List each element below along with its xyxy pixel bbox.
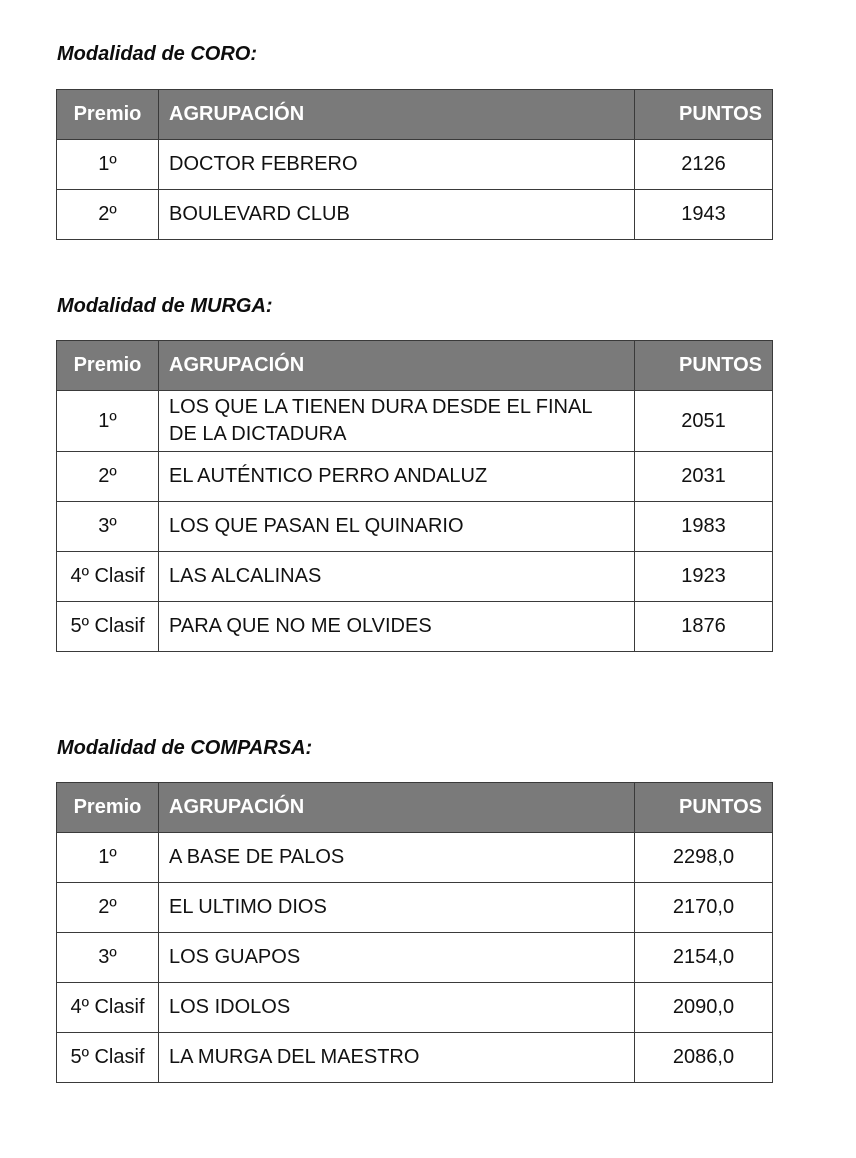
murga-section-title: Modalidad de MURGA: — [57, 295, 273, 317]
premio-cell: 4º Clasif — [57, 552, 159, 602]
table-row — [57, 1033, 773, 1083]
premio-cell: 3º — [57, 502, 159, 552]
premio-cell: 1º — [57, 140, 159, 190]
comparsa-section-title: Modalidad de COMPARSA: — [57, 737, 313, 759]
agrupacion-cell: LOS GUAPOS — [159, 933, 635, 983]
agrupacion-cell: LOS QUE PASAN EL QUINARIO — [159, 502, 635, 552]
puntos-cell: 2086,0 — [635, 1033, 773, 1083]
premio-cell: 1º — [57, 833, 159, 883]
table-row — [57, 933, 773, 983]
puntos-cell: 2298,0 — [635, 833, 773, 883]
agrupacion-cell: LA MURGA DEL MAESTRO — [159, 1033, 635, 1083]
agrupacion-column-header: AGRUPACIÓN — [159, 783, 635, 833]
premio-cell: 3º — [57, 933, 159, 983]
premio-cell: 4º Clasif — [57, 983, 159, 1033]
table-row — [57, 983, 773, 1033]
premio-column-header: Premio — [57, 341, 159, 391]
premio-cell: 2º — [57, 883, 159, 933]
puntos-column-header: PUNTOS — [635, 341, 773, 391]
table-row — [57, 883, 773, 933]
agrupacion-cell: LOS IDOLOS — [159, 983, 635, 1033]
premio-cell: 2º — [57, 452, 159, 502]
table-row — [57, 833, 773, 883]
puntos-cell: 2126 — [635, 140, 773, 190]
premio-cell: 5º Clasif — [57, 1033, 159, 1083]
agrupacion-cell: LOS QUE LA TIENEN DURA DESDE EL FINAL DE LA DICTADURA — [159, 391, 635, 452]
puntos-cell: 2031 — [635, 452, 773, 502]
agrupacion-column-header: AGRUPACIÓN — [159, 90, 635, 140]
puntos-cell: 2170,0 — [635, 883, 773, 933]
agrupacion-cell: A BASE DE PALOS — [159, 833, 635, 883]
puntos-cell: 1876 — [635, 602, 773, 652]
puntos-cell: 2051 — [635, 391, 773, 452]
table-header-row — [57, 90, 773, 140]
table-row — [57, 190, 773, 240]
puntos-cell: 1923 — [635, 552, 773, 602]
premio-cell: 5º Clasif — [57, 602, 159, 652]
puntos-cell: 1983 — [635, 502, 773, 552]
agrupacion-cell: BOULEVARD CLUB — [159, 190, 635, 240]
agrupacion-cell: LAS ALCALINAS — [159, 552, 635, 602]
table-row — [57, 552, 773, 602]
table-header-row — [57, 341, 773, 391]
coro-results-table — [56, 89, 773, 240]
table-row — [57, 452, 773, 502]
coro-section-title: Modalidad de CORO: — [57, 43, 257, 65]
puntos-cell: 1943 — [635, 190, 773, 240]
puntos-cell: 2154,0 — [635, 933, 773, 983]
puntos-column-header: PUNTOS — [635, 90, 773, 140]
premio-cell: 2º — [57, 190, 159, 240]
table-header-row — [57, 783, 773, 833]
premio-cell: 1º — [57, 391, 159, 452]
table-row — [57, 502, 773, 552]
table-row — [57, 602, 773, 652]
puntos-cell: 2090,0 — [635, 983, 773, 1033]
table-row — [57, 391, 773, 452]
agrupacion-cell: EL AUTÉNTICO PERRO ANDALUZ — [159, 452, 635, 502]
murga-results-table — [56, 340, 773, 652]
puntos-column-header: PUNTOS — [635, 783, 773, 833]
agrupacion-cell: EL ULTIMO DIOS — [159, 883, 635, 933]
table-row — [57, 140, 773, 190]
agrupacion-cell: DOCTOR FEBRERO — [159, 140, 635, 190]
agrupacion-column-header: AGRUPACIÓN — [159, 341, 635, 391]
comparsa-results-table — [56, 782, 773, 1083]
premio-column-header: Premio — [57, 90, 159, 140]
premio-column-header: Premio — [57, 783, 159, 833]
agrupacion-cell: PARA QUE NO ME OLVIDES — [159, 602, 635, 652]
